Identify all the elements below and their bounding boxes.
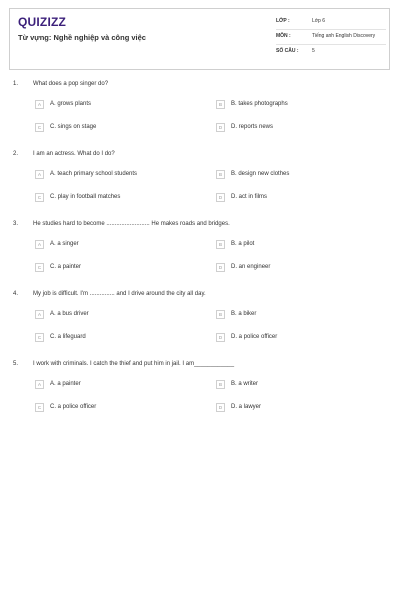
option-text: A. grows plants: [50, 101, 92, 107]
question-text: My job is difficult. I'm ............... and I drive around the city all day.: [33, 291, 206, 297]
option-letter-box: D: [216, 403, 225, 412]
option-text: C. a police officer: [50, 404, 97, 410]
question-number: 3.: [13, 221, 19, 227]
option-text: B. a writer: [231, 381, 259, 387]
question-5: [0, 358, 400, 428]
option-text: A. a painter: [50, 381, 81, 387]
quizizz-logo: QUIZIZZ: [18, 15, 67, 29]
question-list: [0, 78, 400, 428]
option-letter-box: B: [216, 100, 225, 109]
question-text: He studies hard to become .......................... He makes roads and bridges.: [33, 221, 230, 227]
meta-label: LỚP :: [276, 18, 290, 24]
option-text: A. a bus driver: [50, 311, 89, 317]
option-text: D. act in films: [231, 194, 268, 200]
option-text: D. a lawyer: [231, 404, 262, 410]
meta-row-class: [276, 15, 386, 30]
option-letter-box: D: [216, 263, 225, 272]
option-text: D. an engineer: [231, 264, 271, 270]
option-text: B. takes photographs: [231, 101, 288, 107]
option-text: D. reports news: [231, 124, 274, 130]
option-text: C. sings on stage: [50, 124, 97, 130]
meta-row-question-count: [276, 45, 386, 59]
option-letter-box: B: [216, 380, 225, 389]
question-number: 4.: [13, 291, 19, 297]
option-letter-box: D: [216, 193, 225, 202]
option-letter-box: B: [216, 310, 225, 319]
option-letter-box: C: [35, 333, 44, 342]
option-letter-box: C: [35, 403, 44, 412]
meta-label: SỐ CÂU :: [276, 48, 299, 54]
option-letter-box: D: [216, 333, 225, 342]
question-number: 5.: [13, 361, 19, 367]
question-1: [0, 78, 400, 148]
option-text: C. a painter: [50, 264, 82, 270]
meta-label: MÔN :: [276, 33, 291, 39]
question-4: [0, 288, 400, 358]
option-letter-box: B: [216, 240, 225, 249]
worksheet-title: Từ vựng: Nghề nghiệp và công việc: [18, 33, 146, 42]
question-text: What does a pop singer do?: [33, 81, 109, 87]
option-letter-box: A: [35, 170, 44, 179]
option-text: A. teach primary school students: [50, 171, 138, 177]
option-text: C. play in football matches: [50, 194, 121, 200]
option-letter-box: A: [35, 380, 44, 389]
option-letter-box: C: [35, 263, 44, 272]
worksheet-header: [9, 8, 390, 70]
option-text: B. design new clothes: [231, 171, 290, 177]
option-letter-box: A: [35, 240, 44, 249]
option-letter-box: A: [35, 310, 44, 319]
question-text: I work with criminals. I catch the thief and put him in jail. I am____________: [33, 361, 235, 367]
question-3: [0, 218, 400, 288]
meta-value: Lớp 6: [312, 18, 326, 24]
option-letter-box: B: [216, 170, 225, 179]
option-letter-box: C: [35, 123, 44, 132]
question-number: 1.: [13, 81, 19, 87]
meta-row-subject: [276, 30, 386, 45]
meta-value: 5: [312, 48, 315, 54]
question-number: 2.: [13, 151, 19, 157]
option-text: A. a singer: [50, 241, 79, 247]
option-text: B. a pilot: [231, 241, 255, 247]
question-text: I am an actress. What do I do?: [33, 151, 115, 157]
option-text: B. a biker: [231, 311, 257, 317]
option-letter-box: A: [35, 100, 44, 109]
option-text: C. a lifeguard: [50, 334, 86, 340]
option-letter-box: D: [216, 123, 225, 132]
option-letter-box: C: [35, 193, 44, 202]
question-2: [0, 148, 400, 218]
option-text: D. a police officer: [231, 334, 278, 340]
meta-value: Tiếng anh English Discovery: [312, 33, 376, 39]
worksheet-meta: [276, 15, 386, 59]
